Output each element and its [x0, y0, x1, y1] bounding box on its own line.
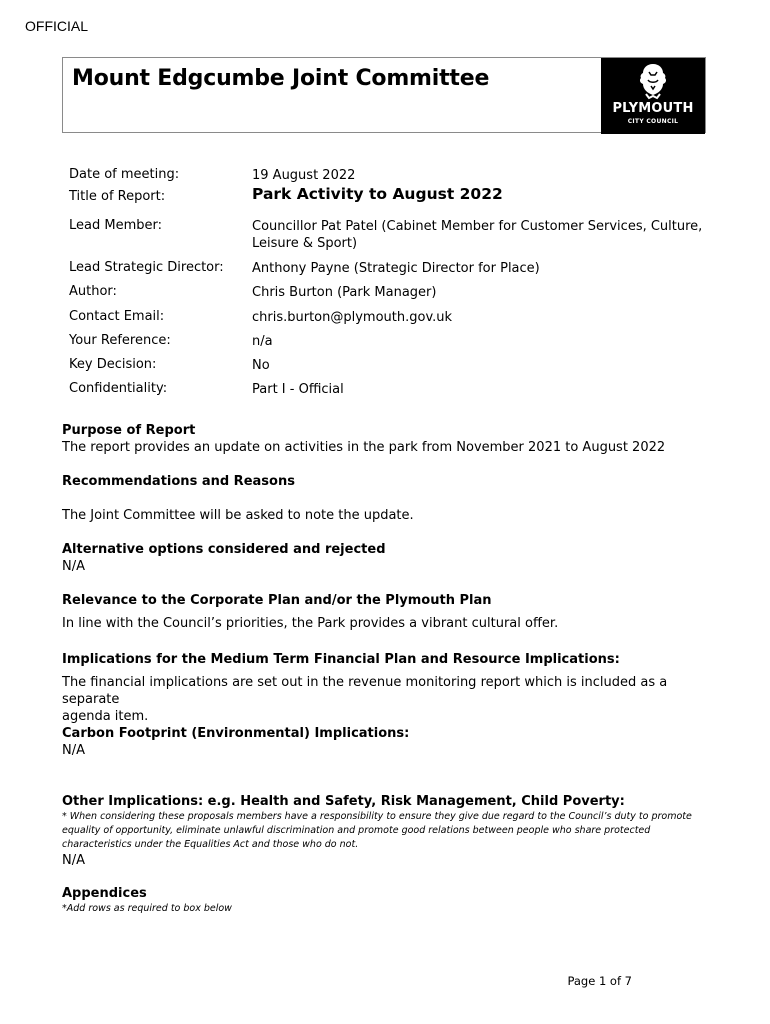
classification-label: OFFICIAL [25, 18, 89, 34]
section-other [62, 793, 712, 869]
section-note: *Add rows as required to box below [62, 903, 232, 914]
meta-value: 19 August 2022 [252, 168, 356, 183]
meta-label: Lead Strategic Director: [69, 260, 224, 275]
logo-subtitle: CITY COUNCIL [627, 118, 679, 125]
meta-value: n/a [252, 334, 273, 349]
meta-label: Date of meeting: [69, 167, 180, 182]
section-heading: Other Implications: e.g. Health and Safety, Risk Management, Child Poverty: [62, 794, 625, 809]
plymouth-crest-icon [637, 62, 669, 100]
section-heading: Relevance to the Corporate Plan and/or the Plymouth Plan [62, 593, 492, 608]
section-purpose [62, 422, 712, 456]
meta-value-line: Councillor Pat Patel (Cabinet Member for Customer Services, Culture, [252, 219, 703, 234]
section-body: N/A [62, 853, 85, 868]
section-recommendations [62, 473, 712, 524]
section-body: The report provides an update on activities in the park from November 2021 to August 2022 [62, 440, 666, 455]
meta-label: Key Decision: [69, 357, 157, 372]
council-logo [601, 58, 705, 134]
section-body-line: agenda item. [62, 709, 149, 724]
note-line: characteristics under the Equalities Act and those who do not. [62, 839, 359, 850]
section-heading: Carbon Footprint (Environmental) Implications: [62, 726, 410, 741]
section-body: N/A [62, 559, 85, 574]
meta-label: Your Reference: [69, 333, 171, 348]
section-appendices [62, 885, 712, 916]
meta-value: No [252, 358, 270, 373]
note-line: equality of opportunity, eliminate unlawful discrimination and promote good relations between people who share protected [62, 825, 651, 836]
section-heading: Purpose of Report [62, 423, 196, 438]
section-carbon [62, 725, 712, 759]
meta-value: Anthony Payne (Strategic Director for Place) [252, 261, 540, 276]
meta-label: Lead Member: [69, 218, 162, 233]
meta-value: Chris Burton (Park Manager) [252, 285, 437, 300]
header-box [62, 57, 706, 133]
section-heading: Alternative options considered and rejected [62, 542, 386, 557]
section-body: The Joint Committee will be asked to note the update. [62, 508, 414, 523]
note-line: * When considering these proposals members have a responsibility to ensure they give due regard to the Council’s duty to promote [62, 811, 692, 822]
logo-name: PLYMOUTH [612, 101, 694, 116]
meta-label: Author: [69, 284, 117, 299]
section-alternatives [62, 541, 712, 575]
section-heading: Recommendations and Reasons [62, 474, 295, 489]
section-body [62, 674, 712, 725]
report-title: Park Activity to August 2022 [252, 185, 503, 203]
meta-label: Title of Report: [69, 189, 166, 204]
section-body-line: The financial implications are set out in the revenue monitoring report which is included as a separate [62, 675, 668, 707]
section-heading: Appendices [62, 886, 147, 901]
page-number: Page 1 of 7 [567, 974, 632, 988]
section-relevance [62, 592, 712, 632]
section-heading: Implications for the Medium Term Financial Plan and Resource Implications: [62, 652, 620, 667]
section-body: In line with the Council’s priorities, the Park provides a vibrant cultural offer. [62, 616, 559, 631]
section-note [62, 810, 712, 852]
section-financial [62, 651, 712, 725]
committee-title: Mount Edgcumbe Joint Committee [72, 66, 490, 91]
meta-value [252, 218, 709, 252]
section-body: N/A [62, 743, 85, 758]
meta-label: Confidentiality: [69, 381, 168, 396]
meta-value: Part I - Official [252, 382, 344, 397]
meta-label: Contact Email: [69, 309, 165, 324]
meta-value-line: Leisure & Sport) [252, 236, 358, 251]
contact-email-link[interactable]: chris.burton@plymouth.gov.uk [252, 310, 453, 325]
